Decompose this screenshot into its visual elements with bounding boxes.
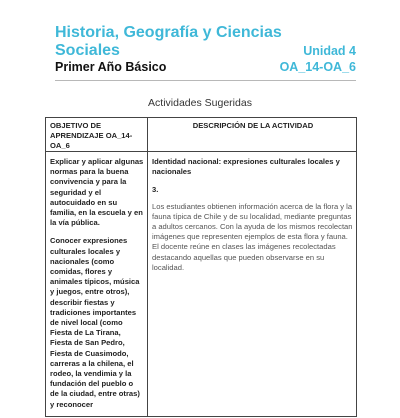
objective-cell (50, 157, 144, 418)
unit-label: Unidad 4 (303, 44, 356, 58)
activity-number: 3. (152, 185, 159, 195)
activities-table (45, 117, 357, 417)
header-divider (55, 80, 356, 81)
activity-cell (152, 157, 354, 273)
objectives-code: OA_14-OA_6 (279, 60, 356, 74)
objective-column-header: OBJETIVO DE APRENDIZAJE OA_14-OA_6 (50, 121, 133, 151)
activity-column-header: DESCRIPCIÓN DE LA ACTIVIDAD (192, 121, 314, 130)
objective-paragraph: Explicar y aplicar algunas normas para la buena convivencia y para la seguridad y el autocuidado en su familia, en la escuela y en la vía pública. (50, 157, 144, 228)
section-title: Actividades Sugeridas (148, 97, 252, 109)
column-divider (147, 118, 148, 416)
activity-title: Identidad nacional: expresiones culturales locales y nacionales (152, 157, 340, 177)
activity-description: Los estudiantes obtienen información acerca de la flora y la fauna típica de Chile y de su localidad, mediante preguntas a adultos cercanos. Con la ayuda de los mismos recolectan imágenes que representen ejemplos de esta flora y fauna. El docente reúne en clases las imágenes recolectadas destacando aquellas que pueden observarse en su localidad. (152, 201, 353, 272)
document-title: Historia, Geografía y Ciencias Sociales (55, 24, 282, 59)
grade-label: Primer Año Básico (55, 60, 167, 74)
objective-paragraph: Conocer expresiones culturales locales y nacionales (como comidas, flores y animales típicos, música y juegos, entre otros), describir fiestas y tradiciones importantes de nivel local (como Fiesta de La Tirana, Fiesta de San Pedro, Fiesta de Cuasimodo, carreras a la chilena, el rodeo, la vendimia y la fundación del pueblo o de la ciudad, entre otras) y reconocer (50, 236, 140, 409)
